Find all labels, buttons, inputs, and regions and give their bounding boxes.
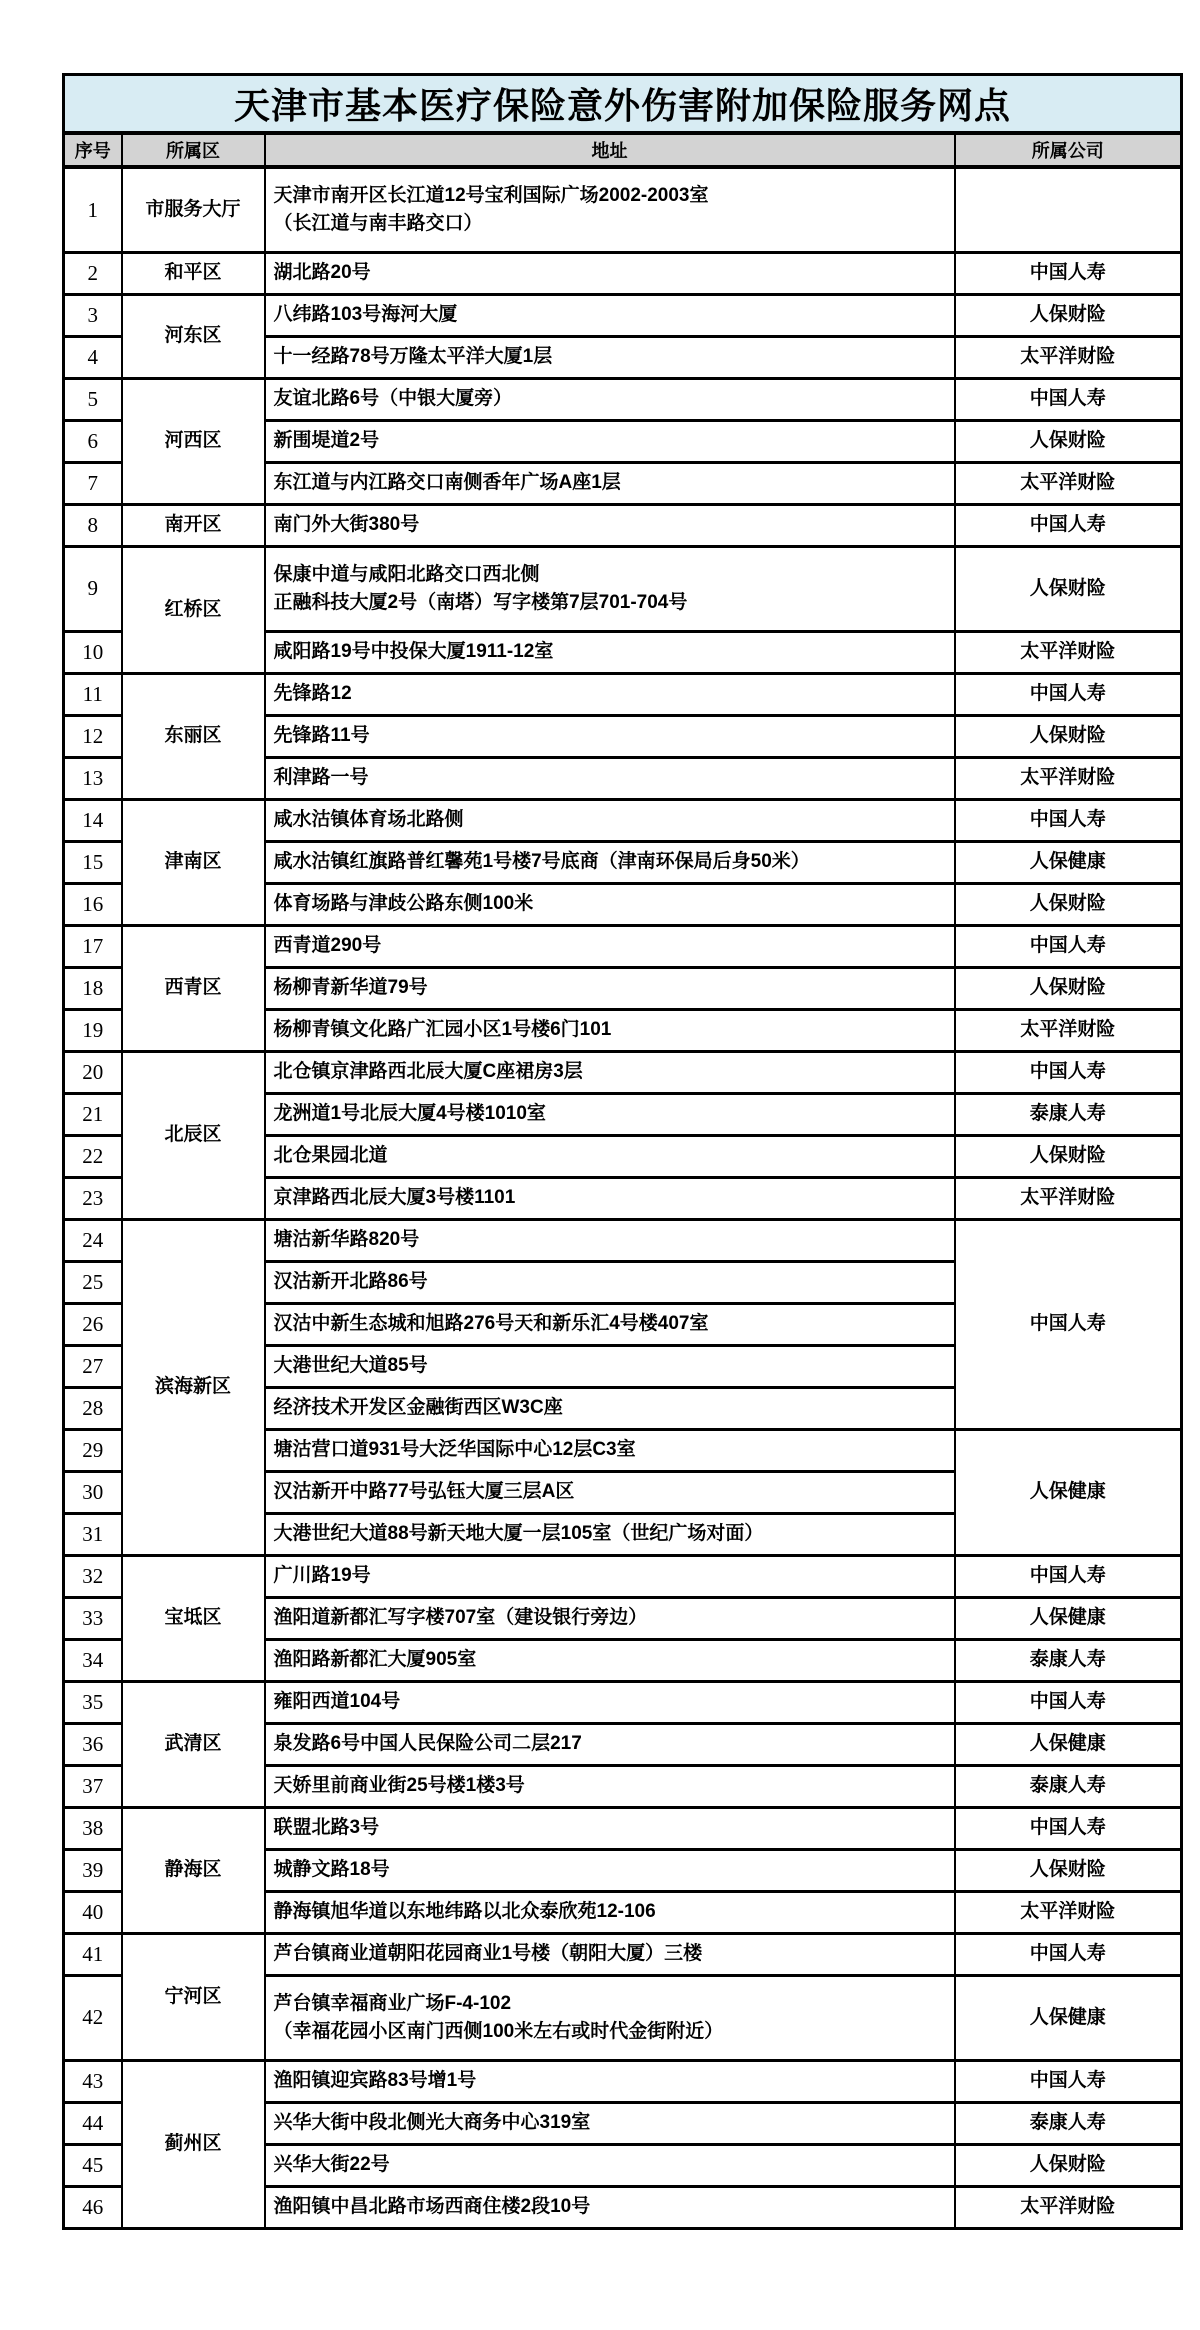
- company-cell: 太平洋财险: [955, 1177, 1182, 1219]
- company-cell: 人保健康: [955, 1597, 1182, 1639]
- address-cell: [265, 1471, 955, 1513]
- row-number-cell: 27: [64, 1345, 122, 1387]
- company-cell: 人保财险: [955, 294, 1182, 336]
- company-cell: 太平洋财险: [955, 1891, 1182, 1933]
- table-row: [64, 1555, 1182, 1597]
- table-row: [64, 799, 1182, 841]
- row-number-cell: 35: [64, 1681, 122, 1723]
- row-number-cell: 14: [64, 799, 122, 841]
- company-cell: 中国人寿: [955, 1219, 1182, 1429]
- row-number-cell: 1: [64, 167, 122, 252]
- address-cell: [265, 2144, 955, 2186]
- table-row: [64, 1933, 1182, 1975]
- row-number-cell: 16: [64, 883, 122, 925]
- address-line: 大港世纪大道85号: [273, 1355, 428, 1377]
- row-number-cell: 7: [64, 462, 122, 504]
- row-number-cell: 18: [64, 967, 122, 1009]
- row-number-cell: 33: [64, 1597, 122, 1639]
- address-cell: [265, 1681, 955, 1723]
- address-line: 汉沽中新生态城和旭路276号天和新乐汇4号楼407室: [273, 1313, 709, 1335]
- company-cell: 中国人寿: [955, 504, 1182, 546]
- row-number-cell: 4: [64, 336, 122, 378]
- table-body: [64, 167, 1182, 2228]
- row-number-cell: 34: [64, 1639, 122, 1681]
- company-cell: 中国人寿: [955, 1807, 1182, 1849]
- address-line: 渔阳路新都汇大厦905室: [273, 1649, 477, 1671]
- address-line: 新围堤道2号: [273, 430, 380, 452]
- district-cell: 市服务大厅: [122, 167, 265, 252]
- row-number-cell: 42: [64, 1975, 122, 2060]
- address-cell: [265, 1303, 955, 1345]
- row-number-cell: 17: [64, 925, 122, 967]
- address-cell: [265, 1429, 955, 1471]
- row-number-cell: 43: [64, 2060, 122, 2102]
- address-line: 大港世纪大道88号新天地大厦一层105室（世纪广场对面）: [273, 1523, 764, 1545]
- row-number-cell: 30: [64, 1471, 122, 1513]
- address-cell: [265, 757, 955, 799]
- address-line: 渔阳道新都汇写字楼707室（建设银行旁边）: [273, 1607, 648, 1629]
- address-line: 友谊北路6号（中银大厦旁）: [273, 388, 513, 410]
- table-row: [64, 546, 1182, 631]
- company-cell: 太平洋财险: [955, 2186, 1182, 2228]
- district-cell: 和平区: [122, 252, 265, 294]
- address-cell: [265, 1513, 955, 1555]
- company-cell: 中国人寿: [955, 252, 1182, 294]
- row-number-cell: 46: [64, 2186, 122, 2228]
- district-cell: 静海区: [122, 1807, 265, 1933]
- row-number-cell: 22: [64, 1135, 122, 1177]
- district-cell: 河西区: [122, 378, 265, 504]
- company-cell: 人保健康: [955, 1975, 1182, 2060]
- company-cell: 中国人寿: [955, 1681, 1182, 1723]
- company-cell: 太平洋财险: [955, 462, 1182, 504]
- table-row: [64, 378, 1182, 420]
- company-cell: 人保财险: [955, 1849, 1182, 1891]
- address-line: 广川路19号: [273, 1565, 371, 1587]
- address-line: 湖北路20号: [273, 262, 371, 284]
- address-cell: [265, 1345, 955, 1387]
- service-network-table: [62, 73, 1183, 2230]
- header-row: [64, 133, 1182, 167]
- table-row: [64, 1807, 1182, 1849]
- company-cell: 太平洋财险: [955, 757, 1182, 799]
- address-cell: [265, 1975, 955, 2060]
- row-number-cell: 9: [64, 546, 122, 631]
- company-cell: 人保健康: [955, 841, 1182, 883]
- company-cell: 泰康人寿: [955, 1639, 1182, 1681]
- address-cell: [265, 2060, 955, 2102]
- table-row: [64, 2060, 1182, 2102]
- table-row: [64, 1681, 1182, 1723]
- address-line: 京津路西北辰大厦3号楼1101: [273, 1187, 516, 1209]
- address-line: 泉发路6号中国人民保险公司二层217: [273, 1733, 582, 1755]
- address-line: 北仓果园北道: [273, 1145, 388, 1167]
- company-cell: 人保财险: [955, 2144, 1182, 2186]
- row-number-cell: 3: [64, 294, 122, 336]
- district-cell: 西青区: [122, 925, 265, 1051]
- address-line: 先锋路12: [273, 683, 352, 705]
- address-cell: [265, 1009, 955, 1051]
- row-number-cell: 25: [64, 1261, 122, 1303]
- company-cell: 中国人寿: [955, 925, 1182, 967]
- address-cell: [265, 546, 955, 631]
- address-line: 联盟北路3号: [273, 1817, 380, 1839]
- address-cell: [265, 336, 955, 378]
- address-line: 东江道与内江路交口南侧香年广场A座1层: [273, 472, 621, 494]
- address-line: 天津市南开区长江道12号宝利国际广场2002-2003室: [273, 185, 709, 207]
- table-row: [64, 673, 1182, 715]
- address-cell: [265, 1807, 955, 1849]
- address-cell: [265, 1261, 955, 1303]
- address-cell: [265, 462, 955, 504]
- company-cell: 中国人寿: [955, 2060, 1182, 2102]
- address-cell: [265, 378, 955, 420]
- address-cell: [265, 420, 955, 462]
- address-cell: [265, 967, 955, 1009]
- district-cell: 宝坻区: [122, 1555, 265, 1681]
- district-cell: 北辰区: [122, 1051, 265, 1219]
- address-line: 南门外大街380号: [273, 514, 420, 536]
- address-line: 塘沽营口道931号大泛华国际中心12层C3室: [273, 1439, 636, 1461]
- row-number-cell: 2: [64, 252, 122, 294]
- address-line: 芦台镇幸福商业广场F-4-102: [273, 1992, 512, 2014]
- company-cell: 人保财险: [955, 883, 1182, 925]
- address-line: 保康中道与咸阳北路交口西北侧: [273, 563, 540, 585]
- address-line: 经济技术开发区金融街西区W3C座: [273, 1397, 563, 1419]
- district-cell: 滨海新区: [122, 1219, 265, 1555]
- row-number-cell: 12: [64, 715, 122, 757]
- address-cell: [265, 1093, 955, 1135]
- row-number-cell: 23: [64, 1177, 122, 1219]
- address-cell: [265, 1933, 955, 1975]
- address-line: 汉沽新开北路86号: [273, 1271, 428, 1293]
- address-line: 咸水沽镇红旗路普红馨苑1号楼7号底商（津南环保局后身50米）: [273, 851, 810, 873]
- address-cell: [265, 1891, 955, 1933]
- district-cell: 武清区: [122, 1681, 265, 1807]
- address-line: 龙洲道1号北辰大厦4号楼1010室: [273, 1103, 546, 1125]
- row-number-cell: 8: [64, 504, 122, 546]
- address-line: 渔阳镇中昌北路市场西商住楼2段10号: [273, 2196, 591, 2218]
- company-cell: 泰康人寿: [955, 1093, 1182, 1135]
- address-cell: [265, 673, 955, 715]
- address-line: 兴华大街中段北侧光大商务中心319室: [273, 2112, 591, 2134]
- row-number-cell: 24: [64, 1219, 122, 1261]
- column-header-district: 所属区: [122, 133, 265, 167]
- address-cell: [265, 715, 955, 757]
- address-line: 芦台镇商业道朝阳花园商业1号楼（朝阳大厦）三楼: [273, 1943, 703, 1965]
- company-cell: 太平洋财险: [955, 336, 1182, 378]
- address-cell: [265, 2186, 955, 2228]
- row-number-cell: 29: [64, 1429, 122, 1471]
- address-cell: [265, 631, 955, 673]
- table-row: [64, 1219, 1182, 1261]
- row-number-cell: 44: [64, 2102, 122, 2144]
- address-line: 正融科技大厦2号（南塔）写字楼第7层701-704号: [273, 591, 688, 613]
- address-cell: [265, 294, 955, 336]
- company-cell: 人保健康: [955, 1429, 1182, 1555]
- address-line: 北仓镇京津路西北辰大厦C座裙房3层: [273, 1061, 583, 1083]
- address-line: 渔阳镇迎宾路83号增1号: [273, 2070, 477, 2092]
- row-number-cell: 32: [64, 1555, 122, 1597]
- row-number-cell: 21: [64, 1093, 122, 1135]
- address-line: 汉沽新开中路77号弘钰大厦三层A区: [273, 1481, 575, 1503]
- company-cell: 中国人寿: [955, 799, 1182, 841]
- row-number-cell: 37: [64, 1765, 122, 1807]
- address-line: 体育场路与津歧公路东侧100米: [273, 893, 534, 915]
- address-line: 十一经路78号万隆太平洋大厦1层: [273, 346, 553, 368]
- address-line: 静海镇旭华道以东地纬路以北众泰欣苑12-106: [273, 1901, 656, 1923]
- table-row: [64, 1051, 1182, 1093]
- company-cell: 人保健康: [955, 1723, 1182, 1765]
- company-cell: 中国人寿: [955, 1051, 1182, 1093]
- address-cell: [265, 1723, 955, 1765]
- company-cell: 泰康人寿: [955, 1765, 1182, 1807]
- address-cell: [265, 1639, 955, 1681]
- address-cell: [265, 1555, 955, 1597]
- district-cell: 红桥区: [122, 546, 265, 673]
- table-title: 天津市基本医疗保险意外伤害附加保险服务网点: [64, 75, 1182, 134]
- address-line: 咸阳路19号中投保大厦1911-12室: [273, 641, 554, 663]
- district-cell: 东丽区: [122, 673, 265, 799]
- address-cell: [265, 883, 955, 925]
- row-number-cell: 20: [64, 1051, 122, 1093]
- company-cell: [955, 167, 1182, 252]
- row-number-cell: 40: [64, 1891, 122, 1933]
- address-cell: [265, 1177, 955, 1219]
- address-line: 先锋路11号: [273, 725, 370, 747]
- table-row: [64, 925, 1182, 967]
- address-line: 咸水沽镇体育场北路侧: [273, 809, 464, 831]
- company-cell: 中国人寿: [955, 673, 1182, 715]
- row-number-cell: 11: [64, 673, 122, 715]
- company-cell: 中国人寿: [955, 1933, 1182, 1975]
- row-number-cell: 38: [64, 1807, 122, 1849]
- district-cell: 津南区: [122, 799, 265, 925]
- address-cell: [265, 925, 955, 967]
- company-cell: 人保财险: [955, 715, 1182, 757]
- company-cell: 人保财险: [955, 420, 1182, 462]
- address-line: （长江道与南丰路交口）: [273, 212, 483, 234]
- table-row: [64, 167, 1182, 252]
- address-line: 杨柳青镇文化路广汇园小区1号楼6门101: [273, 1019, 612, 1041]
- address-cell: [265, 1597, 955, 1639]
- address-cell: [265, 1051, 955, 1093]
- row-number-cell: 10: [64, 631, 122, 673]
- row-number-cell: 39: [64, 1849, 122, 1891]
- address-line: 兴华大街22号: [273, 2154, 390, 2176]
- address-line: 塘沽新华路820号: [273, 1229, 420, 1251]
- address-line: 西青道290号: [273, 935, 382, 957]
- company-cell: 中国人寿: [955, 378, 1182, 420]
- table-row: [64, 504, 1182, 546]
- district-cell: 宁河区: [122, 1933, 265, 2060]
- row-number-cell: 19: [64, 1009, 122, 1051]
- company-cell: 泰康人寿: [955, 2102, 1182, 2144]
- row-number-cell: 13: [64, 757, 122, 799]
- address-cell: [265, 252, 955, 294]
- company-cell: 太平洋财险: [955, 631, 1182, 673]
- address-line: 八纬路103号海河大厦: [273, 304, 458, 326]
- row-number-cell: 28: [64, 1387, 122, 1429]
- column-header-address: 地址: [265, 133, 955, 167]
- table-row: [64, 294, 1182, 336]
- row-number-cell: 41: [64, 1933, 122, 1975]
- address-line: 城静文路18号: [273, 1859, 390, 1881]
- company-cell: 人保财险: [955, 546, 1182, 631]
- address-cell: [265, 1849, 955, 1891]
- district-cell: 蓟州区: [122, 2060, 265, 2228]
- address-line: 雍阳西道104号: [273, 1691, 401, 1713]
- address-line: 利津路一号: [273, 767, 369, 789]
- row-number-cell: 31: [64, 1513, 122, 1555]
- address-cell: [265, 1135, 955, 1177]
- address-cell: [265, 1387, 955, 1429]
- address-cell: [265, 799, 955, 841]
- address-cell: [265, 841, 955, 883]
- address-line: 杨柳青新华道79号: [273, 977, 428, 999]
- company-cell: 人保财险: [955, 1135, 1182, 1177]
- company-cell: 人保财险: [955, 967, 1182, 1009]
- title-row: [64, 75, 1182, 134]
- address-line: （幸福花园小区南门西侧100米左右或时代金街附近）: [273, 2020, 724, 2042]
- table-row: [64, 252, 1182, 294]
- row-number-cell: 26: [64, 1303, 122, 1345]
- column-header-company: 所属公司: [955, 133, 1182, 167]
- address-line: 天娇里前商业街25号楼1楼3号: [273, 1775, 525, 1797]
- row-number-cell: 6: [64, 420, 122, 462]
- district-cell: 南开区: [122, 504, 265, 546]
- address-cell: [265, 2102, 955, 2144]
- column-header-no: 序号: [64, 133, 122, 167]
- address-cell: [265, 504, 955, 546]
- company-cell: 太平洋财险: [955, 1009, 1182, 1051]
- row-number-cell: 5: [64, 378, 122, 420]
- company-cell: 中国人寿: [955, 1555, 1182, 1597]
- district-cell: 河东区: [122, 294, 265, 378]
- row-number-cell: 15: [64, 841, 122, 883]
- address-cell: [265, 1765, 955, 1807]
- row-number-cell: 45: [64, 2144, 122, 2186]
- row-number-cell: 36: [64, 1723, 122, 1765]
- address-cell: [265, 167, 955, 252]
- address-cell: [265, 1219, 955, 1261]
